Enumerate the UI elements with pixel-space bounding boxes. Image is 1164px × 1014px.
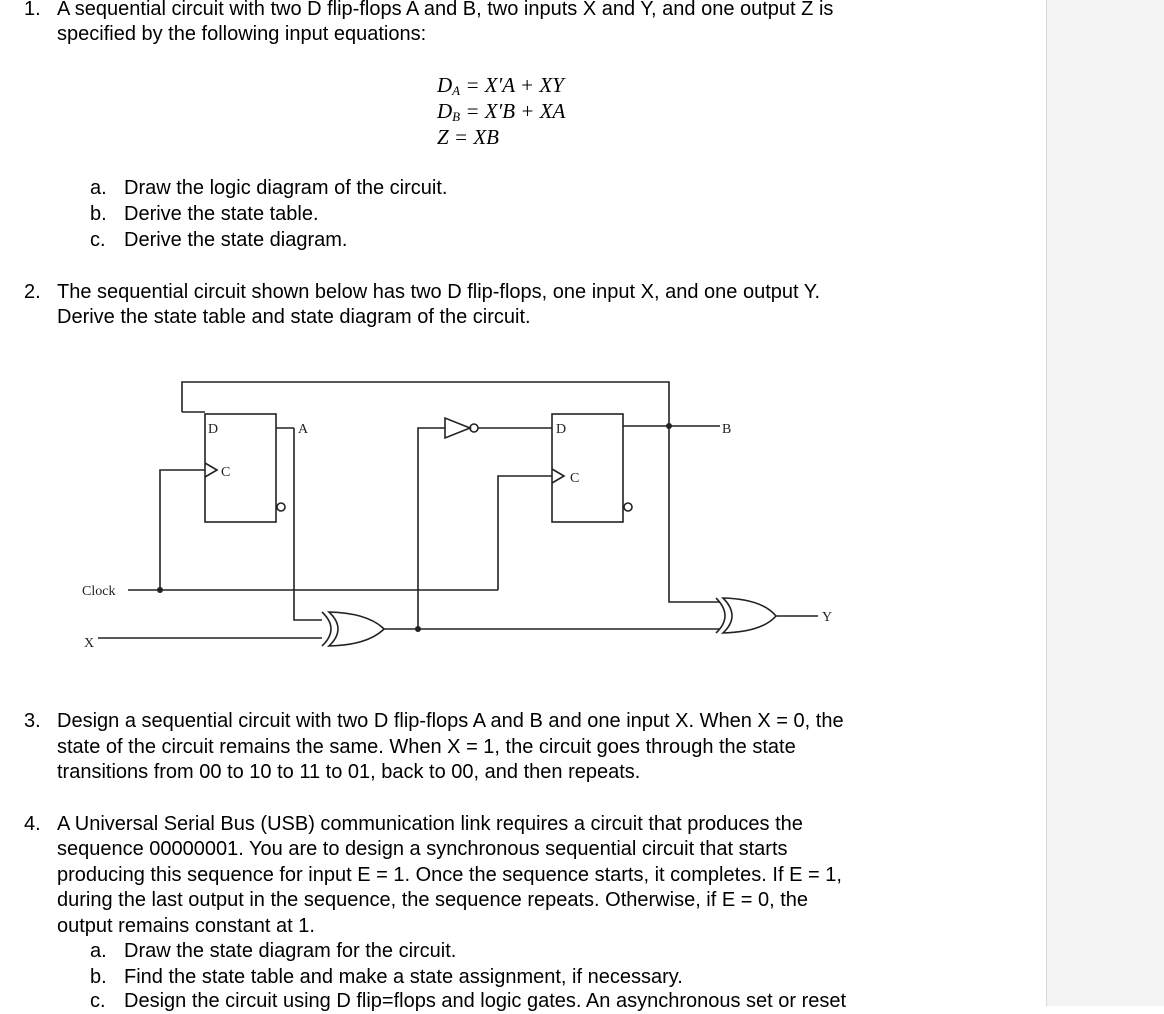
problem-text-line: A Universal Serial Bus (USB) communication link requires a circuit that produces the (57, 813, 803, 835)
clock-wire-b (498, 476, 552, 590)
problem-text-line: transitions from 00 to 10 to 11 to 01, back to 00, and then repeats. (57, 761, 641, 783)
xor-gate-1 (322, 612, 331, 646)
clock-label: Clock (82, 584, 116, 599)
problem-number: 3. (24, 710, 41, 732)
feedback-wire (182, 382, 669, 426)
equation-da: $D_A = X'A$ + XY (437, 73, 564, 98)
problem-text-line: specified by the following input equations: (57, 23, 427, 45)
ff-a-c-label: C (221, 465, 231, 480)
item-letter: b. (90, 966, 107, 988)
ff-a-d-label: D (208, 422, 219, 437)
xor-gate-2 (716, 598, 725, 633)
problem-text-line: producing this sequence for input E = 1. Once the sequence starts, it completes. If E = 1, (57, 864, 842, 886)
problem-text-line: output remains constant at 1. (57, 915, 315, 937)
item-letter: c. (90, 990, 106, 1012)
item-text: Design the circuit using D flip=flops and logic gates. An asynchronous set or reset (124, 990, 847, 1012)
problem-text-line: during the last output in the sequence, the sequence repeats. Otherwise, if E = 0, the (57, 889, 809, 911)
clock-wire-a (160, 470, 205, 590)
circuit-diagram (0, 370, 900, 690)
item-text: Draw the logic diagram of the circuit. (124, 177, 448, 199)
problem-text-line: Derive the state table and state diagram of the circuit. (57, 306, 531, 328)
ff-a-q-label: A (298, 422, 309, 437)
y-output-label: Y (822, 610, 833, 625)
problem-text-line: A sequential circuit with two D flip-flops A and B, two inputs X and Y, and one output Z is (57, 0, 834, 20)
ff-b-d-label: D (556, 422, 567, 437)
problem-number: 1. (24, 0, 41, 20)
item-text: Derive the state diagram. (124, 229, 348, 251)
x-input-label: X (84, 636, 95, 651)
problem-text-line: sequence 00000001. You are to design a synchronous sequential circuit that starts (57, 838, 788, 860)
item-text: Draw the state diagram for the circuit. (124, 940, 457, 962)
ff-b-q-label: B (722, 422, 732, 437)
problem-number: 2. (24, 281, 41, 303)
item-letter: a. (90, 940, 107, 962)
inverter (445, 418, 470, 438)
item-letter: a. (90, 177, 107, 199)
ff-b-qbar-bubble (624, 503, 632, 511)
problem-text-line: state of the circuit remains the same. When X = 1, the circuit goes through the state (57, 736, 796, 758)
item-letter: c. (90, 229, 106, 251)
equation-z: Z = XB (437, 125, 500, 149)
item-text: Derive the state table. (124, 203, 319, 225)
problem-number: 4. (24, 813, 41, 835)
problem-text-line: The sequential circuit shown below has two D flip-flops, one input X, and one output Y. (57, 281, 821, 303)
ff-a-qbar-bubble (277, 503, 285, 511)
item-letter: b. (90, 203, 107, 225)
comment-margin-pane (1046, 0, 1164, 1006)
ff-b-c-label: C (570, 471, 580, 486)
equation-db: $D_B = X'B$ + XA (437, 99, 566, 124)
item-text: Find the state table and make a state assignment, if necessary. (124, 966, 683, 988)
problem-text-line: Design a sequential circuit with two D flip-flops A and B and one input X. When X = 0, the (57, 710, 844, 732)
